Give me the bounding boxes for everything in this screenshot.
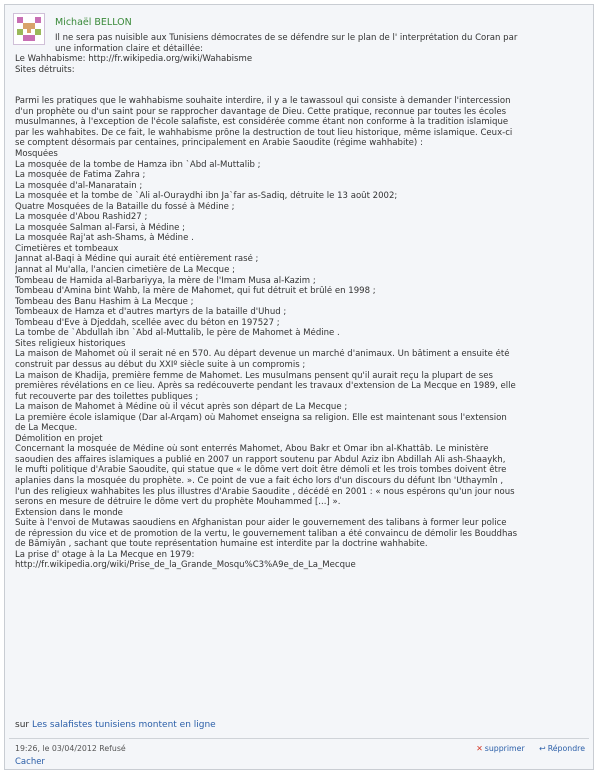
comment-line: La mosquée Raj'at ash-Shams, à Médine . bbox=[15, 233, 194, 244]
source-article-link[interactable]: Les salafistes tunisiens montent en ligne bbox=[31, 720, 216, 730]
comment-line: La maison de Mahomet où il serait né en 570. Au départ devenue un marché d'animaux. Un bâtiment a ensuite été bbox=[15, 349, 510, 360]
comment-line: La mosquée d'Abou Rashid27 ; bbox=[15, 212, 148, 223]
comment-author[interactable]: Michaël BELLON bbox=[55, 17, 132, 28]
comment-line: serons en mesure de détruire le dôme vert du prophète Mouhammed [...] ». bbox=[15, 497, 341, 508]
comment-line: se comptent désormais par centaines, principalement en Arabie Saoudite (régime wahhabite) : bbox=[15, 138, 423, 149]
comment-line: Mosquées bbox=[15, 149, 58, 160]
comment-line: Tombeau des Banu Hashim à La Mecque ; bbox=[15, 296, 194, 307]
comment-line: musulmannes, à l'exception de l'école salafiste, est considérée comme étant non conforme à la tradition islamique bbox=[15, 117, 509, 128]
comment-line: La tombe de `Abdullah ibn `Abd al-Muttalib, le père de Mahomet à Médine . bbox=[15, 328, 340, 339]
comment-line: Jannat al-Baqi à Médine qui aurait été entièrement rasé ; bbox=[15, 254, 259, 265]
source-prefix: sur bbox=[15, 720, 30, 730]
comment-line: La mosquée Salman al-Farsi, à Médine ; bbox=[15, 222, 186, 233]
comment-line: Tombeau d'Eve à Djeddah, scellée avec du béton en 197527 ; bbox=[15, 317, 280, 328]
comment-line: Sites religieux historiques bbox=[15, 338, 126, 349]
delete-icon: ✕ bbox=[476, 744, 483, 753]
comment-line: La mosquée de la tombe de Hamza ibn `Abd al-Muttalib ; bbox=[15, 159, 261, 170]
comment-meta: 19:26, le 03/04/2012 Refusé bbox=[15, 744, 126, 753]
comment-line: Tombeaux de Hamza et d'autres martyrs de la bataille d'Uhud ; bbox=[15, 307, 287, 318]
comment-actions bbox=[464, 744, 585, 753]
comment-line: saoudien des affaires islamiques a publié en 2007 un rapport soutenu par Abdul Aziz ibn Abdillah Ali ash-Shaaykh, bbox=[15, 454, 506, 465]
comment-line: l'un des religieux wahhabites les plus illustres d'Arabie Saoudite , décédé en 2001 : « nous espérons qu'un jour nous bbox=[15, 486, 515, 497]
comment-line: premières révélations en ce lieu. Après sa redécouverte pendant les travaux d'extension de La Mecque en 1989, elle bbox=[15, 381, 516, 392]
comment-line: aplanies dans la mosquée du prophète. ». Ce point de vue a fait écho lors d'un discours du défunt Ibn 'Uthaymîn , bbox=[15, 475, 504, 486]
comment-line: d'un prophète ou d'un saint pour se rapprocher davantage de Dieu. Cette pratique, reconnue par toutes les écoles bbox=[15, 106, 507, 117]
comment-body bbox=[15, 33, 585, 571]
comment-line: La mosquée de Fatima Zahra ; bbox=[15, 170, 146, 181]
comment-line: Tombeau d'Amina bint Wahb, la mère de Mahomet, qui fut détruit et brûlé en 1998 ; bbox=[15, 286, 376, 297]
comment-line: La mosquée et la tombe de `Ali al-Ouraydhi ibn Ja`far as-Sadiq, détruite le 13 août 2002; bbox=[15, 191, 398, 202]
comment-line: Cimetières et tombeaux bbox=[15, 243, 119, 254]
reply-label: Répondre bbox=[547, 744, 585, 753]
comment-line: Quatre Mosquées de la Bataille du fossé à Médine ; bbox=[15, 201, 235, 212]
comment-line: Il ne sera pas nuisible aux Tunisiens démocrates de se défendre sur le plan de l' interprétation du Coran par bbox=[55, 33, 518, 43]
comment-line: La mosquée d'al-Manaratain ; bbox=[15, 180, 143, 191]
comment-line: une information claire et détaillée: bbox=[55, 43, 203, 54]
comment-line: Tombeau de Hamida al-Barbariyya, la mère de l'Imam Musa al-Kazim ; bbox=[15, 275, 316, 286]
comment-line: La première école islamique (Dar al-Arqam) où Mahomet enseigna sa religion. Elle est maintenant sous l'extension bbox=[15, 412, 507, 423]
comment-line: fut recouverte par des toilettes publiques ; bbox=[15, 391, 199, 402]
comment-line: Suite à l'envoi de Mutawas saoudiens en Afghanistan pour aider le gouvernement des talibans à former leur police bbox=[15, 518, 507, 529]
comment-line bbox=[15, 86, 585, 97]
reply-button[interactable] bbox=[539, 744, 585, 753]
hide-link[interactable]: Cacher bbox=[15, 757, 45, 767]
comment-line: Jannat al Mu'alla, l'ancien cimetière de La Mecque ; bbox=[15, 265, 235, 276]
comment-line: Le Wahhabisme: http://fr.wikipedia.org/wiki/Wahabisme bbox=[15, 54, 253, 65]
comment-line: La maison de Khadija, première femme de Mahomet. Les musulmans pensent qu'il aurait reçu la plupart de ses bbox=[15, 370, 493, 381]
comment-line: La prise d' otage à la La Mecque en 1979: bbox=[15, 549, 195, 560]
comment-line: http://fr.wikipedia.org/wiki/Prise_de_la_Grande_Mosqu%C3%A9e_de_La_Mecque bbox=[15, 560, 356, 571]
comment-line: par les wahhabites. De ce fait, le wahhabisme prône la destruction de tout lieu historique, même islamique. Ceux-ci bbox=[15, 127, 513, 138]
comment-line: Concernant la mosquée de Médine où sont enterrés Mahomet, Abou Bakr et Omar ibn al-Khattâb. Le ministère bbox=[15, 444, 489, 455]
comment-line: de Bâmiyân , sachant que toute représentation humaine est interdite par la doctrine wahhabite. bbox=[15, 539, 428, 550]
divider bbox=[9, 738, 589, 739]
reply-icon: ↩ bbox=[539, 744, 546, 753]
comment-source bbox=[15, 720, 216, 730]
comment-line bbox=[15, 75, 585, 86]
delete-button[interactable] bbox=[476, 744, 524, 753]
comment-card bbox=[4, 4, 594, 770]
comment-line: Sites détruits: bbox=[15, 64, 75, 75]
delete-label: supprimer bbox=[484, 744, 525, 753]
comment-line: Parmi les pratiques que le wahhabisme souhaite interdire, il y a le tawassoul qui consiste à demander l'intercession bbox=[15, 96, 511, 107]
comment-line: de La Mecque. bbox=[15, 423, 78, 434]
comment-line: Extension dans le monde bbox=[15, 507, 123, 518]
comment-line: construit par dessus au début du XXIº siècle suite à un compromis ; bbox=[15, 359, 306, 370]
comment-line: La maison de Mahomet à Médine où il vécut après son départ de La Mecque ; bbox=[15, 402, 348, 413]
comment-line: Démolition en projet bbox=[15, 433, 103, 444]
comment-line: de répression du vice et de promotion de la vertu, le gouvernement taliban a été convaincu de démolir les Bouddhas bbox=[15, 528, 518, 539]
comment-line: le mufti politique d'Arabie Saoudite, qui statue que « le dôme vert doit être démoli et les trois tombes doivent être bbox=[15, 465, 507, 476]
